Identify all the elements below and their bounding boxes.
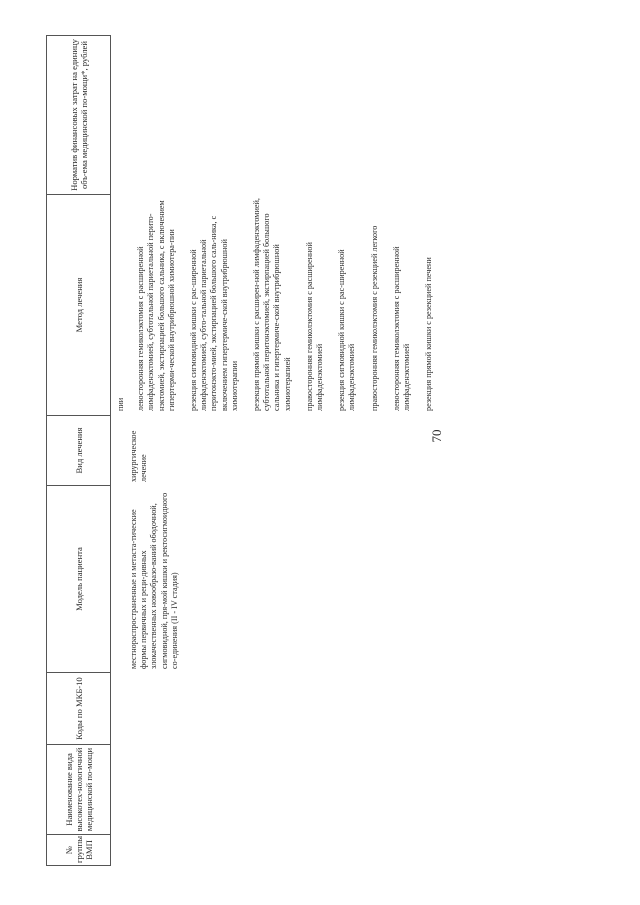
- method-item: правосторонняя гемиколэктомия с резекцией легкого: [369, 225, 379, 411]
- header-treatment-method: Метод лечения: [47, 195, 111, 416]
- method-item: резекция прямой кишки с расширен-ной лимфаденэктомией, субтотальной перитонэктомией, экстирпацией большого сальника и гипертермиче-ской внутрибрюшной химиотерапией: [252, 198, 292, 411]
- treatment-type-text: хирургическое лечение: [129, 430, 149, 482]
- header-vmp-name: Наименование вида высокотех-нологичной медицинской по-мощи: [47, 745, 111, 835]
- header-icd-codes: Коды по МКБ-10: [47, 673, 111, 745]
- treatment-method-cell: [116, 193, 434, 411]
- header-financial-norm: Норматив финансовых затрат на единицу объ-ема медицинской по-мощи*, рублей: [47, 36, 111, 195]
- page-number: 70: [429, 429, 444, 443]
- table-header-row: [47, 36, 111, 866]
- rotated-document-page: [46, 36, 571, 866]
- method-item: левосторонняя гемиколэктомия с расширенной лимфаденэктомией, субтотальной париетальной перито-нэктомией, экстирпацией большого сальника, с включением гипертерми-ческой внутрибрюшной химиотера-пии: [136, 200, 176, 411]
- header-group-number: № группы ВМП: [47, 835, 111, 866]
- header-patient-model: Модель пациента: [47, 486, 111, 673]
- method-item: резекция прямой кишки с резекцией печени: [424, 257, 434, 411]
- patient-model-cell: [116, 489, 180, 669]
- method-item: правосторонняя гемиколэктомия с расширенной лимфаденэктомией: [304, 242, 325, 411]
- patient-model-text: местнораспространенные и метаста-тические формы первичных и реци-дивных злокачественных новообразо-ваний ободочной, сигмовидной, пря-мой кишки и ректосигмоидного со-единения (II - IV стадия): [129, 492, 179, 669]
- method-continuation: пии: [116, 397, 125, 411]
- header-treatment-type: Вид лечения: [47, 416, 111, 486]
- treatment-type-cell: [116, 420, 149, 482]
- table-header: [46, 35, 111, 866]
- method-item: резекция сигмовидной кишки с рас-ширенной лимфаденэктомией: [337, 249, 357, 411]
- method-item: резекция сигмовидной кишки с рас-ширенной лимфаденэктомией, субто-тальной париетальной перитонэкто-мией, экстирпацией большого саль-ника, с включением гипертермиче-ской внутрибрюшной химиотерапии: [189, 215, 239, 411]
- method-item: левосторонняя гемиколэктомия с расширенной лимфаденэктомией: [391, 246, 412, 411]
